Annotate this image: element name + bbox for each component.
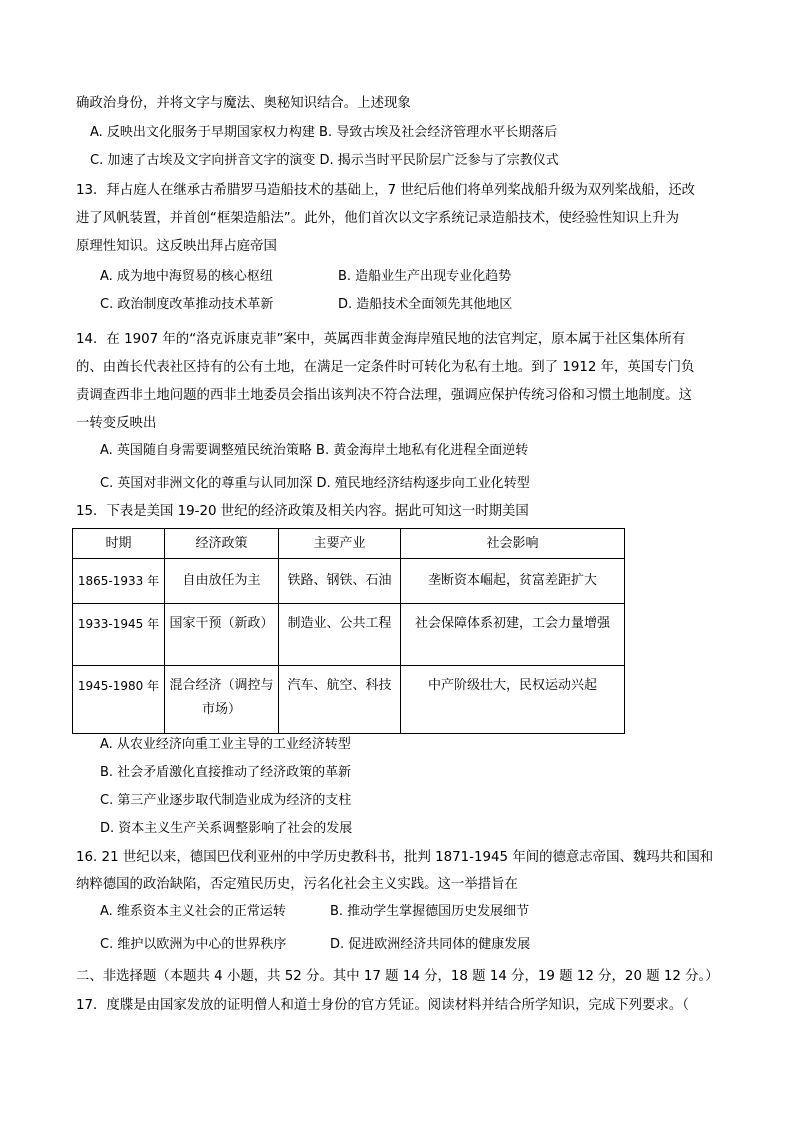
- q14-options-ab: A. 英国随自身需要调整殖民统治策略 B. 黄金海岸土地私有化进程全面逆转: [100, 443, 529, 458]
- q15-stem: 15．下表是美国 19-20 世纪的经济政策及相关内容。据此可知这一时期美国: [76, 504, 529, 519]
- table-header-cell: 主要产业: [279, 529, 401, 559]
- q16-option-b: B. 推动学生掌握德国历史发展细节: [330, 904, 530, 919]
- q13-option-c: C. 政治制度改革推动技术革新: [100, 297, 274, 312]
- q16-option-c: C. 维护以欧洲为中心的世界秩序: [100, 937, 287, 952]
- q13-option-a: A. 成为地中海贸易的核心枢纽: [100, 269, 273, 284]
- q14-stem-line2: 的、由酋长代表社区持有的公有土地，在满足一定条件时可转化为私有土地。到了 1912 年，英国专门负: [76, 360, 695, 375]
- q13-option-b: B. 造船业生产出现专业化趋势: [338, 269, 512, 284]
- table-cell: 1945-1980 年: [73, 666, 165, 734]
- q12-options-ab: A. 反映出文化服务于早期国家权力构建 B. 导致古埃及社会经济管理水平长期落后: [90, 125, 558, 140]
- table-cell: 自由放任为主: [165, 559, 279, 604]
- section-2-heading: 二、非选择题（本题共 4 小题，共 52 分。其中 17 题 14 分，18 题 14 分，19 题 12 分，20 题 12 分。）: [76, 969, 719, 984]
- table-cell: 制造业、公共工程: [279, 604, 401, 666]
- table-cell: 汽车、航空、科技: [279, 666, 401, 734]
- q14-stem-line1: 14．在 1907 年的“洛克诉康克菲”案中，英属西非黄金海岸殖民地的法官判定，原本属于社区集体所有: [76, 332, 686, 347]
- economic-policy-table: [72, 528, 625, 734]
- table-row: [73, 604, 625, 666]
- q13-option-d: D. 造船技术全面领先其他地区: [338, 297, 513, 312]
- table-cell: 铁路、钢铁、石油: [279, 559, 401, 604]
- table-row: [73, 559, 625, 604]
- q13-stem-line2: 进了风帆装置，并首创“框架造船法”。此外，他们首次以文字系统记录造船技术，使经验性知识上升为: [76, 211, 680, 226]
- table-header-cell: 社会影响: [401, 529, 625, 559]
- table-header-cell: 经济政策: [165, 529, 279, 559]
- table-header-cell: 时期: [73, 529, 165, 559]
- table-cell: 1865-1933 年: [73, 559, 165, 604]
- q13-stem-line3: 原理性知识。这反映出拜占庭帝国: [76, 239, 277, 254]
- q15-option-a: A. 从农业经济向重工业主导的工业经济转型: [100, 737, 351, 752]
- table-cell: 垄断资本崛起，贫富差距扩大: [401, 559, 625, 604]
- q15-option-b: B. 社会矛盾激化直接推动了经济政策的革新: [100, 765, 352, 780]
- q16-stem-line2: 纳粹德国的政治缺陷，否定殖民历史，污名化社会主义实践。这一举措旨在: [76, 877, 518, 892]
- table-cell: 混合经济（调控与市场）: [165, 666, 279, 734]
- q12-options-cd: C. 加速了古埃及文字向拼音文字的演变 D. 揭示当时平民阶层广泛参与了宗教仪式: [90, 153, 559, 168]
- table-header-row: [73, 529, 625, 559]
- q14-options-cd: C. 英国对非洲文化的尊重与认同加深 D. 殖民地经济结构逐步向工业化转型: [100, 476, 530, 491]
- q16-option-d: D. 促进欧洲经济共同体的健康发展: [330, 937, 531, 952]
- table-cell: 中产阶级壮大，民权运动兴起: [401, 666, 625, 734]
- table-cell: 国家干预（新政）: [165, 604, 279, 666]
- table-row: [73, 666, 625, 734]
- q13-stem-line1: 13．拜占庭人在继承古希腊罗马造船技术的基础上，7 世纪后他们将单列桨战船升级为双列桨战船，还改: [76, 183, 695, 198]
- table-cell: 1933-1945 年: [73, 604, 165, 666]
- table-cell: 社会保障体系初建，工会力量增强: [401, 604, 625, 666]
- q14-stem-line3: 责调查西非土地问题的西非土地委员会指出该判决不符合法理，强调应保护传统习俗和习惯土地制度。这: [76, 388, 692, 403]
- q14-stem-line4: 一转变反映出: [76, 416, 157, 431]
- q12-stem-tail: 确政治身份，并将文字与魔法、奥秘知识结合。上述现象: [76, 96, 411, 111]
- q16-option-a: A. 维系资本主义社会的正常运转: [100, 904, 286, 919]
- q15-option-d: D. 资本主义生产关系调整影响了社会的发展: [100, 821, 353, 836]
- q16-stem-line1: 16. 21 世纪以来，德国巴伐利亚州的中学历史教科书，批判 1871-1945 年间的德意志帝国、魏玛共和国和: [76, 850, 714, 865]
- q17-stem: 17．度牒是由国家发放的证明僧人和道士身份的官方凭证。阅读材料并结合所学知识，完成下列要求。（: [76, 998, 689, 1013]
- q15-option-c: C. 第三产业逐步取代制造业成为经济的支柱: [100, 793, 352, 808]
